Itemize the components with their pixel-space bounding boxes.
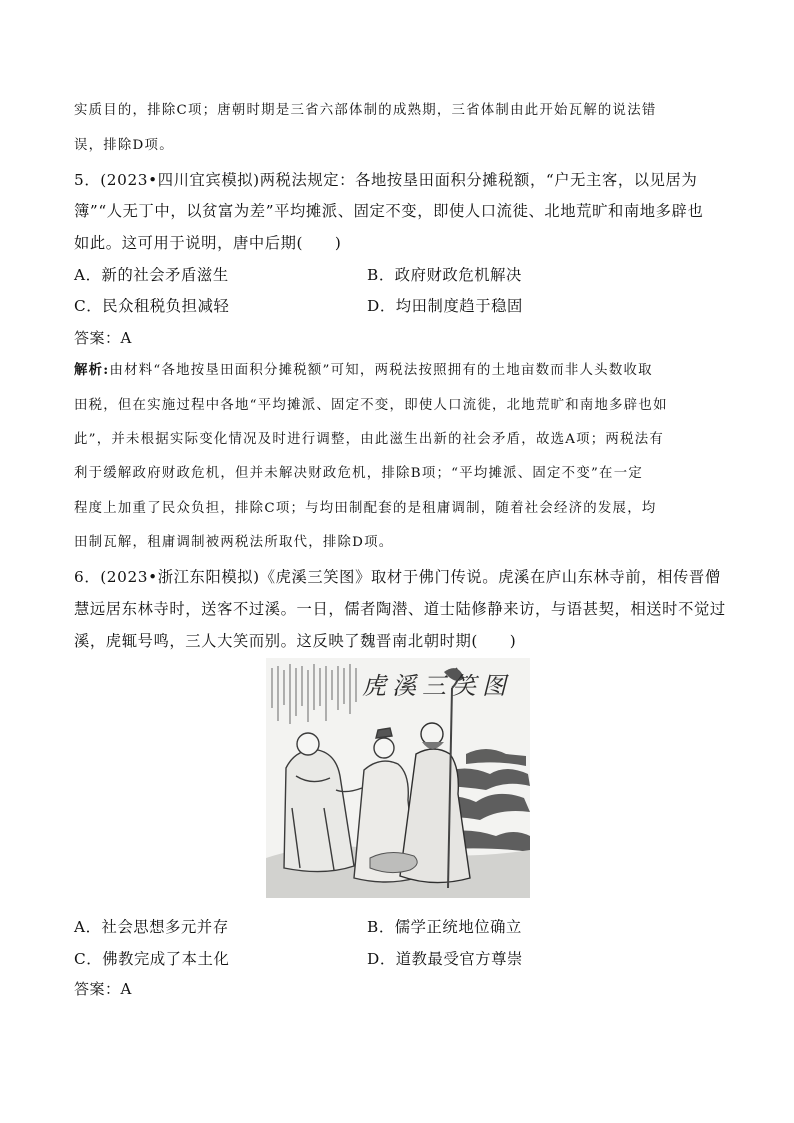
q5-analysis-line-1 bbox=[74, 359, 653, 378]
q6-answer: 答案：A bbox=[74, 980, 132, 998]
q5-option-c: C．民众租税负担减轻 bbox=[74, 297, 230, 315]
q5-analysis-line-5: 程度上加重了民众负担，排除C项；与均田制配套的是租庸调制，随着社会经济的发展，均 bbox=[74, 501, 657, 516]
painting-title: 虎溪三笑图 bbox=[362, 672, 512, 700]
q5-option-d: D．均田制度趋于稳固 bbox=[367, 297, 523, 315]
q5-analysis-text-1: 由材料“各地按垦田面积分摊税额”可知，两税法按照拥有的土地亩数而非人头数收取 bbox=[109, 363, 653, 378]
q5-line-3: 如此。这可用于说明，唐中后期( ) bbox=[74, 234, 342, 252]
intro-line-1: 实质目的，排除C项；唐朝时期是三省六部体制的成熟期，三省体制由此开始瓦解的说法错 bbox=[74, 103, 657, 118]
q6-line-2: 慧远居东林寺时，送客不过溪。一日，儒者陶潜、道士陆修静来访，与语甚契，相送时不觉过 bbox=[74, 600, 726, 618]
q6-option-c: C．佛教完成了本土化 bbox=[74, 950, 230, 968]
q6-line-1: 6．(2023•浙江东阳模拟)《虎溪三笑图》取材于佛门传说。虎溪在庐山东林寺前，相传晋僧 bbox=[74, 568, 721, 586]
q5-analysis-line-3: 此”，并未根据实际变化情况及时进行调整，由此滋生出新的社会矛盾，故选A项；两税法有 bbox=[74, 432, 664, 447]
q6-option-d: D．道教最受官方尊崇 bbox=[367, 950, 523, 968]
q5-option-b: B．政府财政危机解决 bbox=[367, 266, 522, 284]
q5-line-1: 5．(2023•四川宜宾模拟)两税法规定：各地按垦田面积分摊税额，“户无主客，以见居为 bbox=[74, 171, 698, 189]
q6-line-3: 溪，虎辄号鸣，三人大笑而别。这反映了魏晋南北朝时期( ) bbox=[74, 632, 517, 650]
q5-answer: 答案：A bbox=[74, 329, 132, 347]
q6-option-b: B．儒学正统地位确立 bbox=[367, 918, 522, 936]
q5-analysis-line-6: 田制瓦解，租庸调制被两税法所取代，排除D项。 bbox=[74, 535, 394, 550]
q5-option-a: A．新的社会矛盾滋生 bbox=[74, 266, 229, 284]
q5-analysis-line-4: 利于缓解政府财政危机，但并未解决财政危机，排除B项；“平均摊派、固定不变”在一定 bbox=[74, 466, 643, 481]
intro-line-2: 误，排除D项。 bbox=[74, 138, 174, 153]
q5-analysis-line-2: 田税，但在实施过程中各地“平均摊派、固定不变，即使人口流徙，北地荒旷和南地多辟也如 bbox=[74, 398, 668, 413]
analysis-label: 解析: bbox=[74, 362, 110, 378]
q6-option-a: A．社会思想多元并存 bbox=[74, 918, 229, 936]
tiger-creek-painting bbox=[266, 658, 530, 898]
q5-line-2: 簿”“人无丁中，以贫富为差”平均摊派、固定不变，即使人口流徙、北地荒旷和南地多辟也 bbox=[74, 202, 704, 220]
